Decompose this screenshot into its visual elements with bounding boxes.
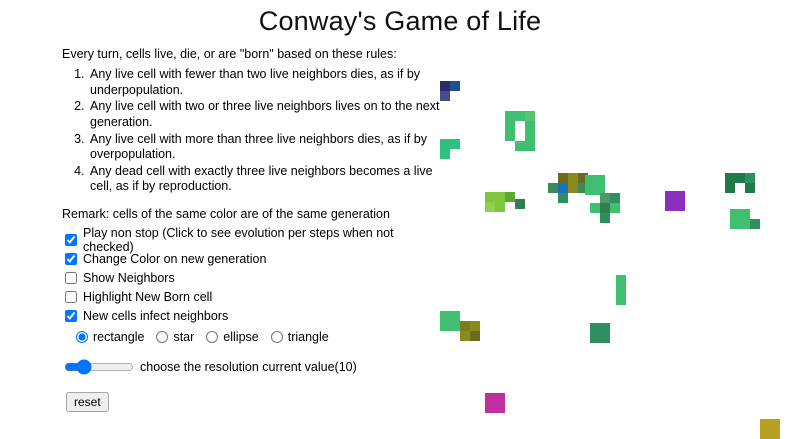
life-cell — [616, 275, 626, 285]
radio-label-triangle[interactable] — [271, 330, 329, 344]
life-cell — [450, 139, 460, 149]
checkbox-highlight-new-born[interactable] — [65, 291, 77, 303]
rule-item: 1. Any live cell with fewer than two live neighbors dies, as if by underpopulation. — [88, 67, 442, 98]
life-cell — [745, 183, 755, 193]
life-cell — [740, 219, 750, 229]
life-cell — [665, 191, 675, 201]
resolution-slider[interactable] — [64, 361, 134, 373]
life-cell — [485, 192, 495, 202]
option-label-infect-neighbors: New cells infect neighbors — [83, 308, 229, 323]
life-cell — [485, 202, 495, 212]
life-cell — [505, 192, 515, 202]
radio-ellipse[interactable] — [206, 331, 218, 343]
life-cell — [558, 183, 568, 193]
life-cell — [735, 173, 745, 183]
life-cell — [558, 193, 568, 203]
life-cell — [558, 173, 568, 183]
life-cell — [590, 333, 600, 343]
life-cell — [485, 393, 495, 403]
life-cell — [665, 201, 675, 211]
life-cell — [610, 193, 620, 203]
life-cell — [495, 393, 505, 403]
life-cell — [725, 183, 735, 193]
radio-label-rectangle[interactable] — [76, 330, 144, 344]
life-cell — [725, 173, 735, 183]
life-cell — [600, 203, 610, 213]
rules-list — [62, 67, 442, 195]
shape-label-ellipse: ellipse — [223, 330, 259, 344]
option-label-show-neighbors: Show Neighbors — [83, 270, 175, 285]
life-cell — [600, 323, 610, 333]
life-cell — [616, 285, 626, 295]
life-cell — [675, 191, 685, 201]
life-cell — [760, 419, 770, 429]
shape-label-triangle: triangle — [287, 330, 329, 344]
life-cell — [770, 429, 780, 439]
life-cell — [470, 331, 480, 341]
life-cell — [515, 199, 525, 209]
intro-text: Every turn, cells live, die, or are "born" based on these rules: — [62, 47, 397, 61]
resolution-label: choose the resolution current value(10) — [140, 360, 357, 374]
radio-label-star[interactable] — [156, 330, 194, 344]
life-cell — [590, 323, 600, 333]
life-cell — [495, 403, 505, 413]
life-cell — [440, 91, 450, 101]
radio-rectangle[interactable] — [76, 331, 88, 343]
life-cell — [440, 149, 450, 159]
option-label-highlight-new-born: Highlight New Born cell — [83, 289, 213, 304]
life-cell — [460, 321, 470, 331]
life-cell — [470, 321, 480, 331]
life-cell — [485, 403, 495, 413]
life-cell — [600, 193, 610, 203]
remark-text: Remark: cells of the same color are of the same generation — [62, 207, 390, 221]
life-cell — [610, 203, 620, 213]
life-cell — [505, 131, 515, 141]
main-content — [0, 47, 800, 427]
rule-item: 3. Any live cell with more than three live neighbors dies, as if by overpopulation. — [88, 132, 442, 163]
life-cell — [495, 192, 505, 202]
life-cell — [515, 111, 525, 121]
life-cell — [515, 141, 525, 151]
option-row-highlight-new-born[interactable] — [62, 288, 442, 305]
shape-label-star: star — [173, 330, 195, 344]
radio-triangle[interactable] — [271, 331, 283, 343]
life-cell — [450, 81, 460, 91]
life-cell — [590, 203, 600, 213]
option-row-play-non-stop[interactable] — [62, 225, 442, 254]
rule-item: 4. Any dead cell with exactly three live neighbors becomes a live cell, as if by reproduction. — [88, 164, 442, 195]
life-cell — [495, 202, 505, 212]
checkbox-change-color[interactable] — [65, 253, 77, 265]
life-cell — [600, 213, 610, 223]
life-cell — [730, 219, 740, 229]
life-cell — [760, 429, 770, 439]
life-cell — [585, 175, 595, 185]
option-row-infect-neighbors[interactable] — [62, 307, 442, 324]
radio-star[interactable] — [156, 331, 168, 343]
life-board-canvas[interactable] — [430, 47, 800, 427]
reset-row — [66, 392, 442, 412]
reset-button[interactable]: reset — [66, 392, 109, 412]
option-row-show-neighbors[interactable] — [62, 269, 442, 286]
life-cell — [595, 175, 605, 185]
rules-panel — [62, 47, 442, 412]
life-cell — [505, 121, 515, 131]
option-label-play-non-stop: Play non stop (Click to see evolution per steps when not checked) — [83, 225, 394, 254]
life-cell — [440, 311, 450, 321]
life-cell — [525, 121, 535, 131]
life-cell — [740, 209, 750, 219]
life-cell — [450, 311, 460, 321]
life-cell — [525, 141, 535, 151]
life-cell — [568, 173, 578, 183]
checkbox-play-non-stop[interactable] — [65, 234, 77, 246]
life-cell — [585, 185, 595, 195]
life-cell — [450, 321, 460, 331]
checkbox-infect-neighbors[interactable] — [65, 310, 77, 322]
resolution-row[interactable] — [64, 360, 442, 374]
life-cell — [745, 173, 755, 183]
life-cell — [548, 183, 558, 193]
life-cell — [525, 131, 535, 141]
option-label-change-color: Change Color on new generation — [83, 251, 267, 266]
life-cell — [616, 295, 626, 305]
life-cell — [505, 111, 515, 121]
life-cell — [770, 419, 780, 429]
life-cell — [600, 333, 610, 343]
page-title: Conway's Game of Life — [258, 6, 542, 36]
life-cell — [525, 111, 535, 121]
checkbox-show-neighbors[interactable] — [65, 272, 77, 284]
rule-item: 2. Any live cell with two or three live neighbors lives on to the next generation. — [88, 99, 442, 130]
life-cell — [568, 183, 578, 193]
shape-label-rectangle: rectangle — [93, 330, 145, 344]
life-cell — [730, 209, 740, 219]
life-cell — [440, 321, 450, 331]
shape-radio-group[interactable] — [76, 328, 442, 346]
life-cell — [750, 219, 760, 229]
radio-label-ellipse[interactable] — [206, 330, 258, 344]
life-cell — [675, 201, 685, 211]
life-cell — [440, 139, 450, 149]
life-cell — [440, 81, 450, 91]
life-cell — [460, 331, 470, 341]
